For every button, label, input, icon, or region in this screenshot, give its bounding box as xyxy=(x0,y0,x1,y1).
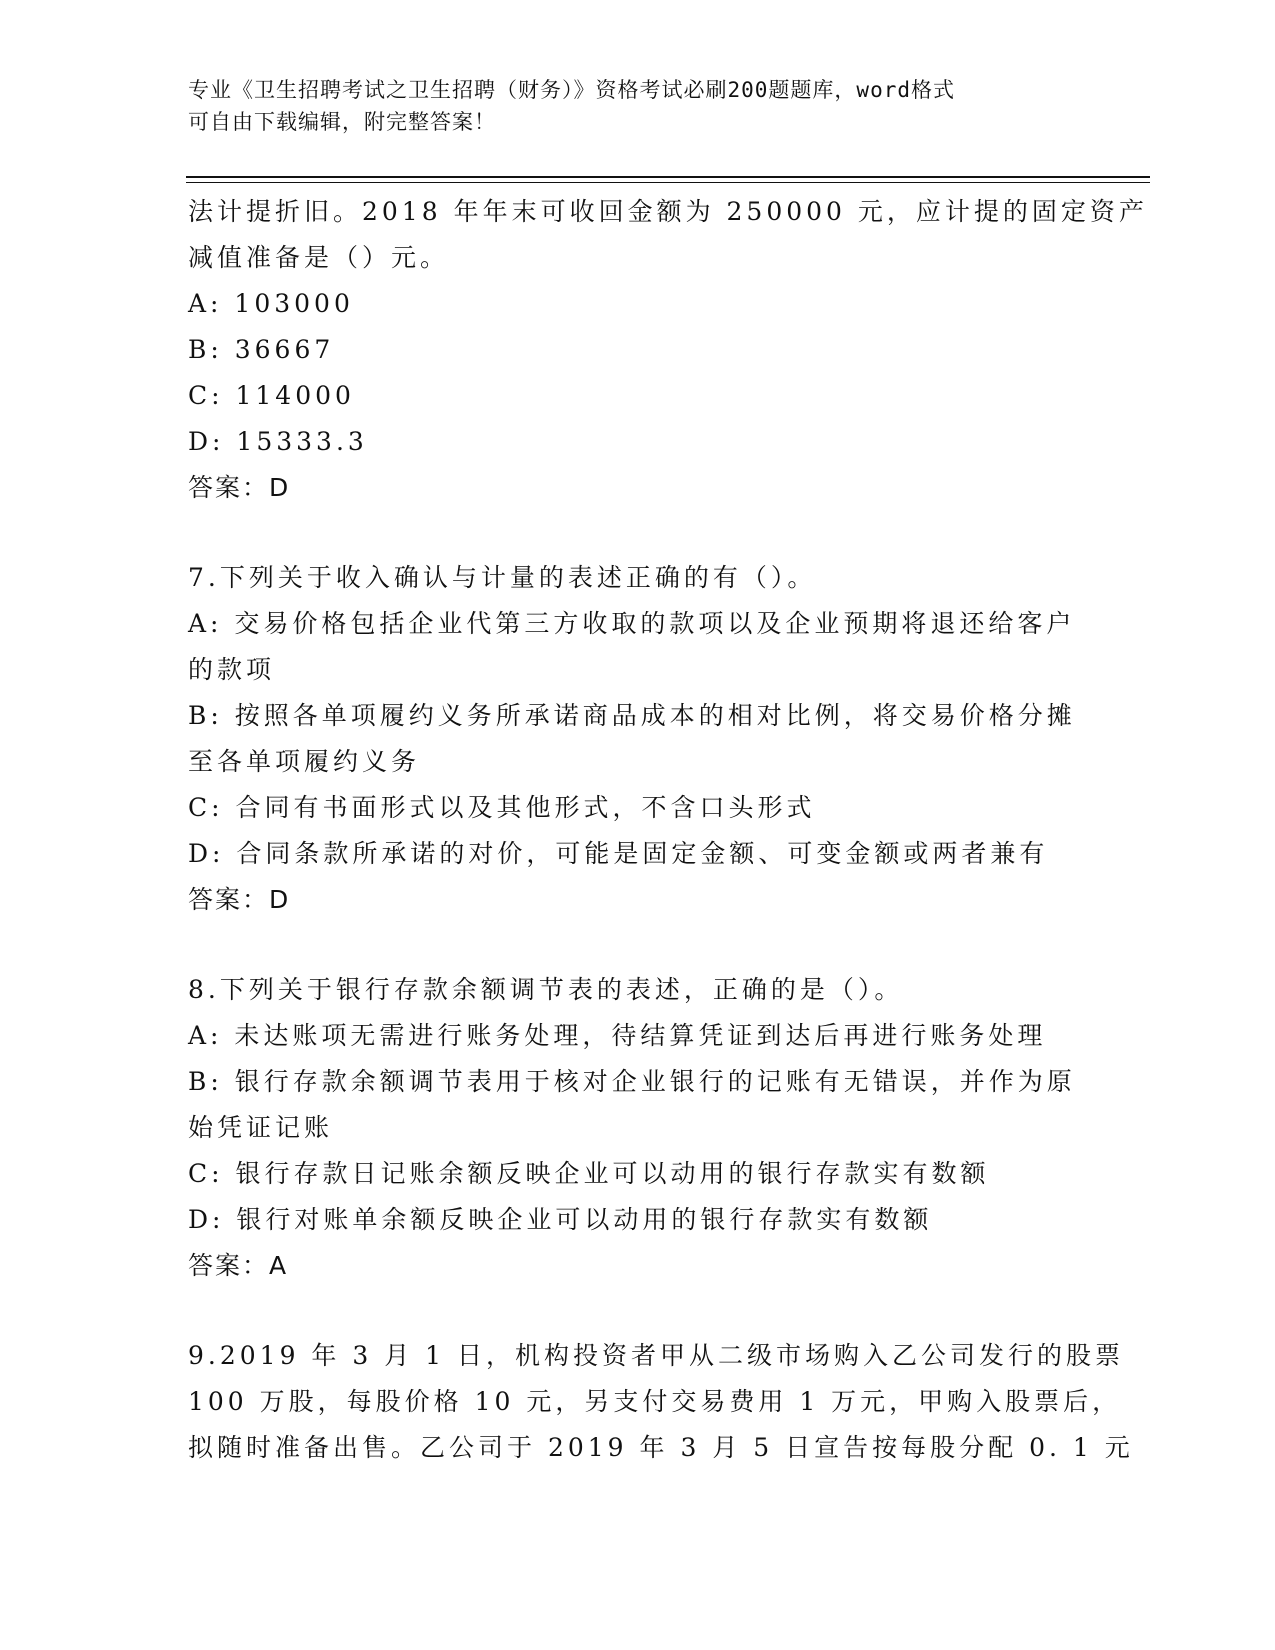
question-9 xyxy=(188,1333,1134,1471)
document-header xyxy=(188,74,1068,138)
option-a-cont: 的款项 xyxy=(188,655,276,684)
header-line-2: 可自由下载编辑，附完整答案！ xyxy=(188,110,496,134)
header-line-1: 专业《卫生招聘考试之卫生招聘（财务）》资格考试必刷200题题库，word格式 xyxy=(188,78,955,102)
answer-line: 答案：A xyxy=(188,1251,289,1280)
document-body xyxy=(188,189,1148,1471)
header-rule-thick xyxy=(186,176,1150,178)
question-stem: 法计提折旧。2018 年年末可收回金额为 250000 元，应计提的固定资产 xyxy=(188,197,1148,226)
option-b: B: 36667 xyxy=(188,335,335,364)
option-d: D: 合同条款所承诺的对价，可能是固定金额、可变金额或两者兼有 xyxy=(188,839,1049,868)
option-b-cont: 至各单项履约义务 xyxy=(188,747,421,776)
answer-line: 答案：D xyxy=(188,885,291,914)
option-c: C: 114000 xyxy=(188,381,355,410)
question-stem: 8.下列关于银行存款余额调节表的表述，正确的是（）。 xyxy=(188,975,904,1004)
question-6 xyxy=(188,189,1148,511)
option-d: D: 银行对账单余额反映企业可以动用的银行存款实有数额 xyxy=(188,1205,933,1234)
answer-line: 答案：D xyxy=(188,473,291,502)
option-b: B: 按照各单项履约义务所承诺商品成本的相对比例，将交易价格分摊 xyxy=(188,701,1076,730)
question-7 xyxy=(188,555,1088,923)
question-stem: 100 万股，每股价格 10 元，另支付交易费用 1 万元，甲购入股票后， xyxy=(188,1387,1122,1416)
question-stem: 9.2019 年 3 月 1 日，机构投资者甲从二级市场购入乙公司发行的股票 xyxy=(188,1341,1125,1370)
header-rule-thin xyxy=(186,182,1150,183)
option-c: C: 合同有书面形式以及其他形式，不含口头形式 xyxy=(188,793,816,822)
option-b-cont: 始凭证记账 xyxy=(188,1113,334,1142)
question-stem: 减值准备是（）元。 xyxy=(188,243,450,272)
option-c: C: 银行存款日记账余额反映企业可以动用的银行存款实有数额 xyxy=(188,1159,990,1188)
option-b: B: 银行存款余额调节表用于核对企业银行的记账有无错误，并作为原 xyxy=(188,1067,1076,1096)
question-stem: 7.下列关于收入确认与计量的表述正确的有（）。 xyxy=(188,563,817,592)
question-8 xyxy=(188,967,1088,1289)
option-d: D: 15333.3 xyxy=(188,427,368,456)
question-stem: 拟随时准备出售。乙公司于 2019 年 3 月 5 日宣告按每股分配 0. 1 元 xyxy=(188,1433,1134,1462)
option-a: A: 未达账项无需进行账务处理，待结算凭证到达后再进行账务处理 xyxy=(188,1021,1047,1050)
option-a: A: 交易价格包括企业代第三方收取的款项以及企业预期将退还给客户 xyxy=(188,609,1076,638)
option-a: A: 103000 xyxy=(188,289,354,318)
